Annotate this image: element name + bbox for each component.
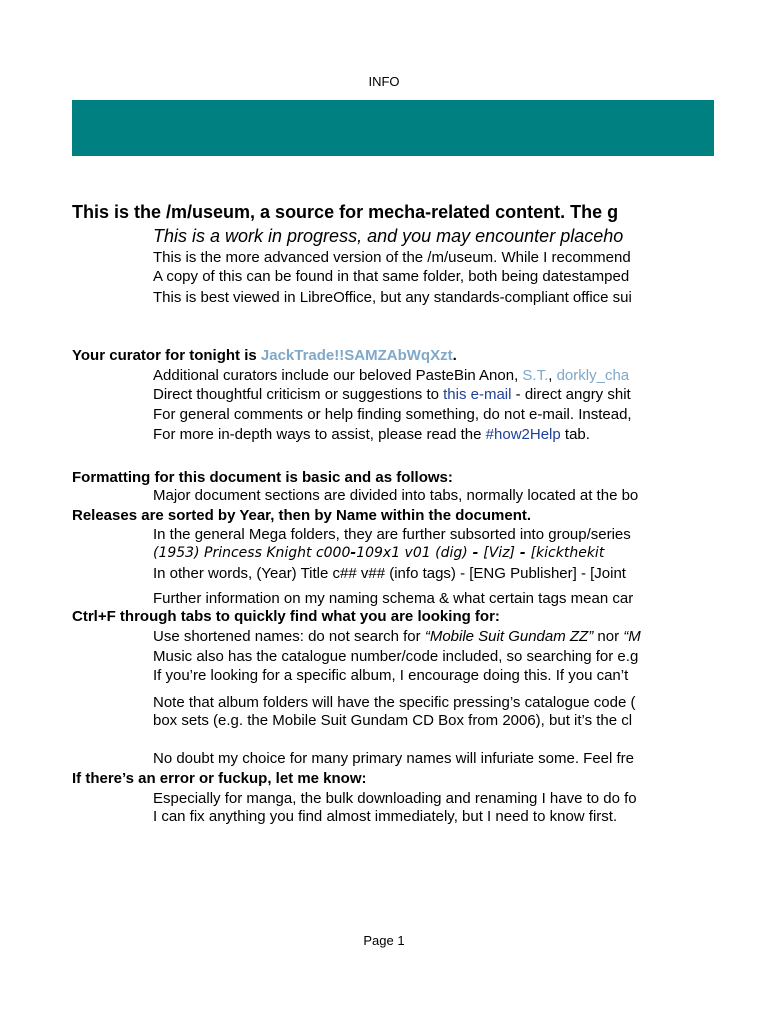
curator-st-link[interactable]: S.T. — [522, 367, 549, 384]
page-footer: Page 1 — [363, 933, 405, 948]
shortened-mid: nor — [593, 628, 624, 645]
intro-line-1: This is the more advanced version of the /m/useum. While I recommend — [153, 249, 631, 266]
formatting-tabs-line: Major document sections are divided into tabs, normally located at the bo — [153, 487, 639, 504]
shortened-prefix: Use shortened names: do not search for — [153, 628, 425, 645]
naming-example-dash-3: - — [515, 545, 531, 561]
criticism-suffix: - direct angry shit — [511, 386, 631, 403]
music-catalogue-line: Music also has the catalogue number/code included, so searching for e.g — [153, 648, 639, 665]
search-heading: Ctrl+F through tabs to quickly find what you are looking for: — [72, 608, 500, 625]
curator-suffix: . — [452, 347, 457, 364]
page-header: INFO — [368, 74, 400, 89]
curator-prefix: Your curator for tonight is — [72, 347, 261, 364]
naming-example-part-4: [kickthekit — [530, 545, 605, 561]
intro-subtitle: This is a work in progress, and you may encounter placeho — [153, 226, 624, 246]
naming-example-part-1: (1953) Princess Knight c000 — [153, 545, 351, 561]
releases-heading: Releases are sorted by Year, then by Name within the document. — [72, 507, 532, 524]
specific-album-line: If you’re looking for a specific album, I encourage doing this. If you can’t — [153, 667, 629, 684]
additional-curators-prefix: Additional curators include our beloved PasteBin Anon, — [153, 367, 523, 384]
shortened-quote-1: “Mobile Suit Gundam ZZ” — [424, 628, 594, 645]
criticism-prefix: Direct thoughtful criticism or suggestions to — [153, 386, 444, 403]
intro-title: This is the /m/useum, a source for mecha-related content. The g — [72, 202, 619, 222]
email-link[interactable]: this e-mail — [443, 386, 512, 403]
intro-line-2: A copy of this can be found in that same folder, both being datestamped — [153, 268, 630, 285]
fix-errors-line: I can fix anything you find almost immediately, but I need to know first. — [153, 808, 618, 825]
curator-line — [72, 347, 457, 365]
intro-line-3: This is best viewed in LibreOffice, but any standards-compliant office sui — [153, 289, 632, 306]
further-info-line: Further information on my naming schema & what certain tags mean car — [153, 590, 634, 607]
curator-name-link[interactable]: JackTrade!!SAMZAbWqXzt — [260, 347, 453, 364]
criticism-line — [153, 386, 631, 404]
errors-heading: If there’s an error or fuckup, let me know: — [72, 770, 367, 787]
naming-example-dash-2: - — [467, 545, 484, 561]
assist-prefix: For more in-depth ways to assist, please read the — [153, 426, 486, 443]
naming-example — [153, 545, 604, 561]
naming-schema-line: In other words, (Year) Title c## v## (info tags) - [ENG Publisher] - [Joint — [153, 565, 626, 582]
naming-example-part-3: [Viz] — [483, 545, 516, 561]
how2help-link[interactable]: #how2Help — [485, 426, 561, 443]
formatting-heading: Formatting for this document is basic and as follows: — [72, 469, 453, 486]
manga-renaming-line: Especially for manga, the bulk downloading and renaming I have to do fo — [153, 790, 637, 807]
assist-suffix: tab. — [560, 426, 590, 443]
assist-line — [153, 426, 590, 444]
album-note-line-2: box sets (e.g. the Mobile Suit Gundam CD Box from 2006), but it’s the cl — [153, 712, 633, 729]
album-note-line-1: Note that album folders will have the specific pressing’s catalogue code ( — [153, 694, 636, 711]
additional-curators-line — [153, 367, 629, 385]
curator-dorkly-link[interactable]: dorkly_cha — [556, 367, 630, 384]
shortened-names-line — [153, 628, 641, 646]
mega-folders-line: In the general Mega folders, they are further subsorted into group/series — [153, 526, 631, 543]
naming-example-dash-1: - — [350, 545, 357, 561]
shortened-quote-2: “M — [623, 628, 641, 645]
additional-curators-sep: , — [548, 367, 557, 384]
naming-example-part-2: 109x1 v01 (dig) — [356, 545, 468, 561]
primary-names-line: No doubt my choice for many primary names will infuriate some. Feel fre — [153, 750, 635, 767]
general-comments-line: For general comments or help finding something, do not e-mail. Instead, — [153, 406, 632, 423]
